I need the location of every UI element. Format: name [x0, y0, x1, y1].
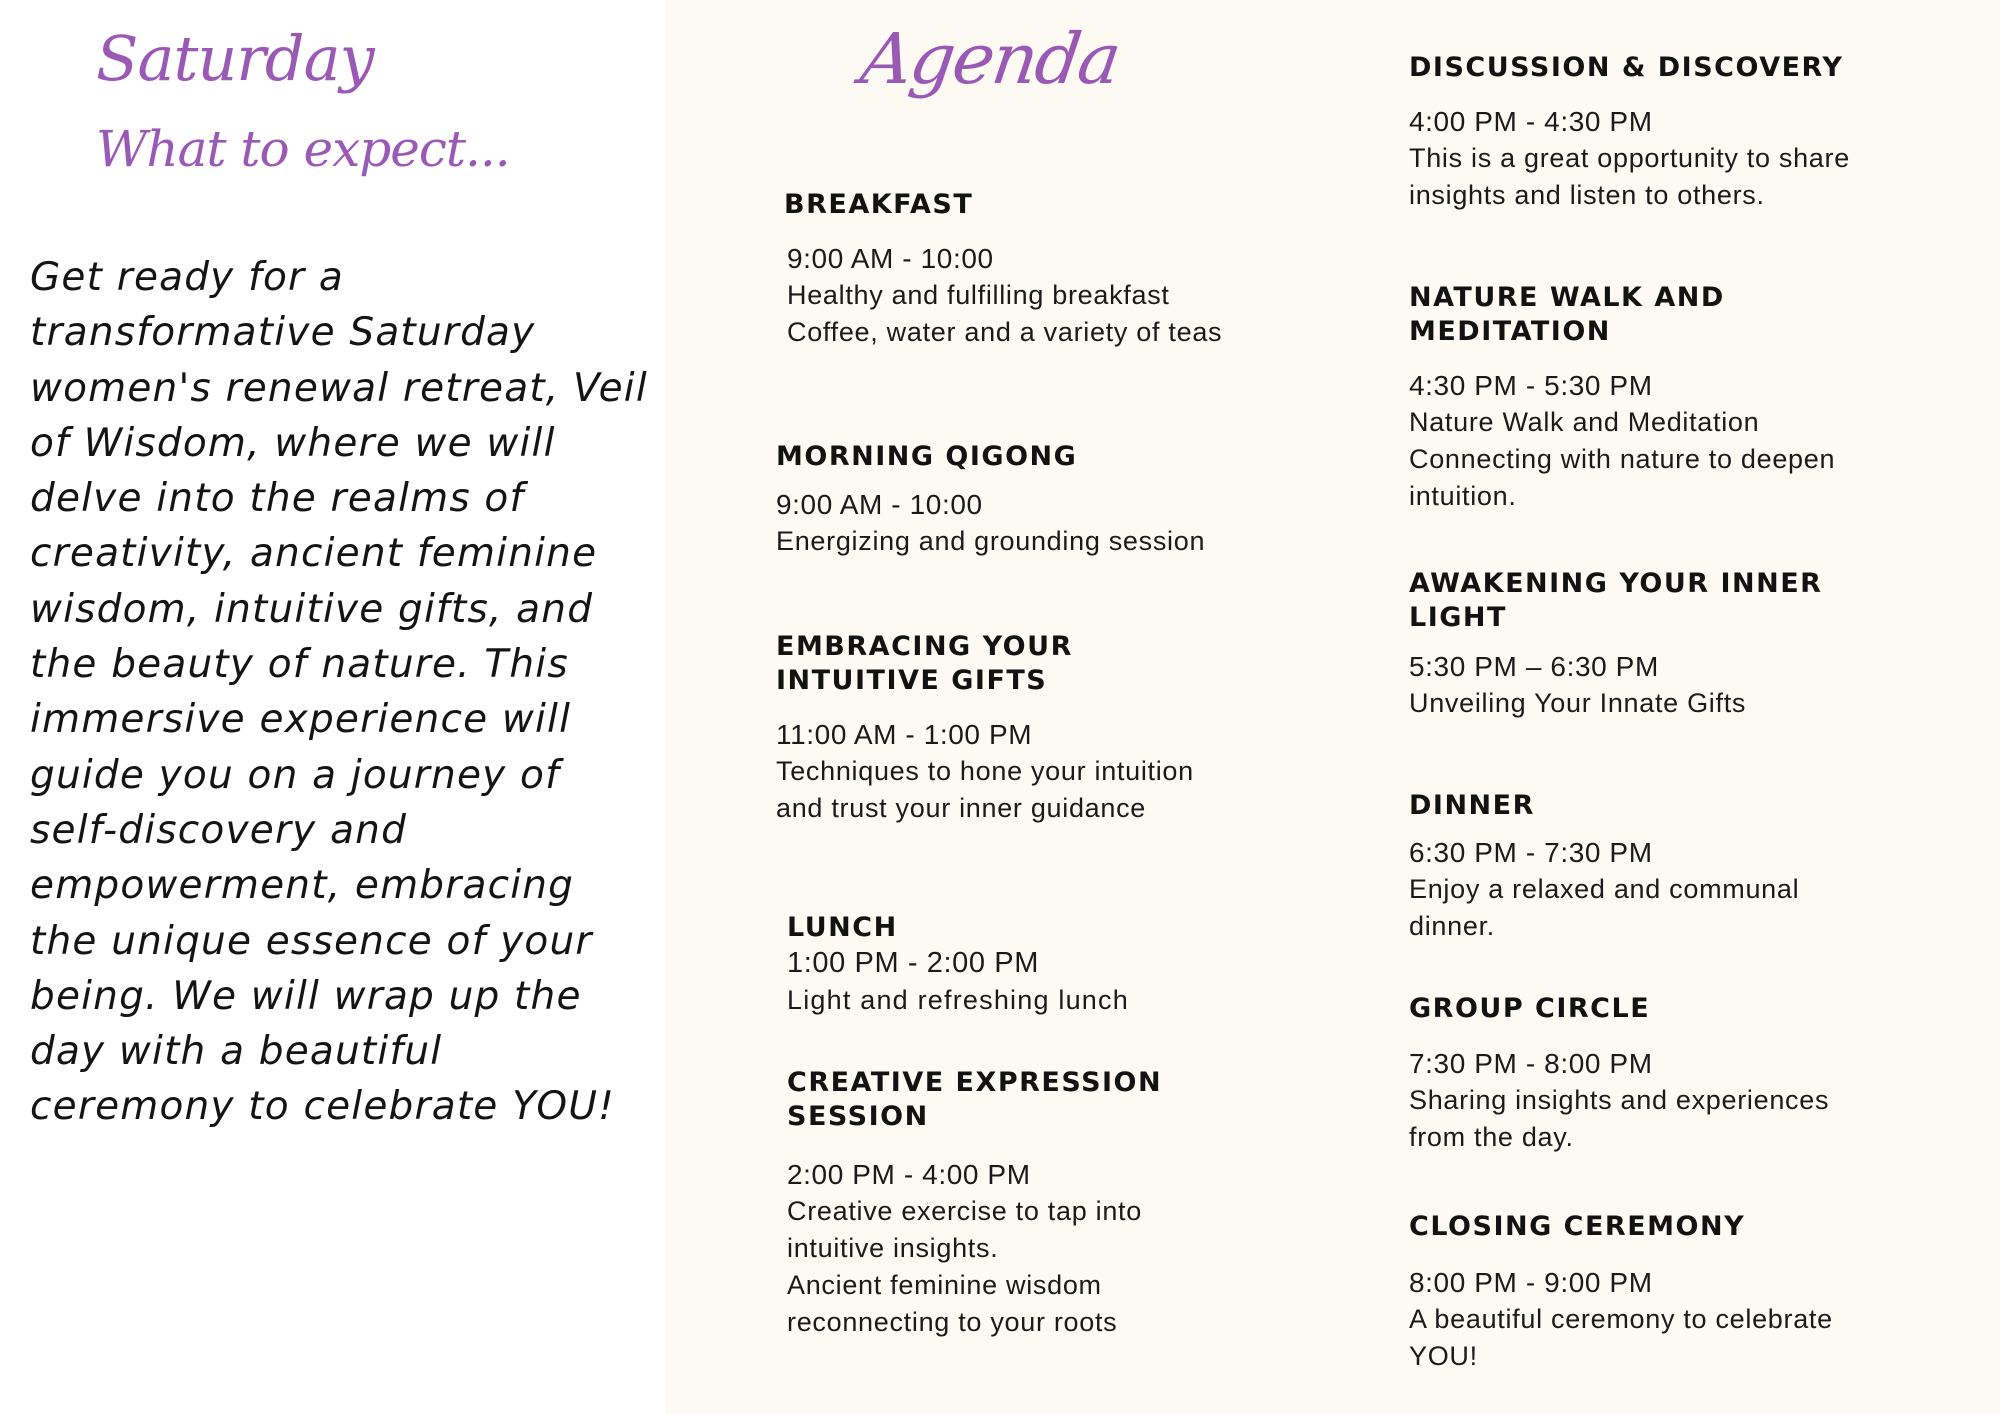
agenda-item-time: 9:00 AM - 10:00	[787, 243, 994, 274]
agenda-item-group-circle	[1409, 992, 1869, 1156]
day-title: Saturday	[96, 22, 374, 95]
agenda-item-time: 5:30 PM – 6:30 PM	[1409, 651, 1659, 682]
agenda-item-breakfast	[784, 188, 1244, 351]
agenda-item-description: This is a great opportunity to share insights and listen to others.	[1409, 143, 1850, 210]
agenda-item-heading: DINNER	[1409, 790, 1535, 821]
agenda-item-description: Energizing and grounding session	[776, 526, 1206, 556]
agenda-item-description: Enjoy a relaxed and communal dinner.	[1409, 874, 1800, 941]
agenda-item-inner-light	[1409, 567, 1849, 722]
intro-paragraph: Get ready for a transformative Saturday women's renewal retreat, Veil of Wisdom, where we will delve into the realms of creativity, ancient feminine wisdom, intuitive gifts, and the beauty of nature. This immersive experience will guide you on a journey of self-discovery and empowerment, embracing the unique essence of your being. We will wrap up the day with a beautiful ceremony to celebrate YOU!	[30, 255, 648, 1130]
agenda-item-closing-ceremony	[1409, 1210, 1869, 1375]
agenda-item-lunch	[787, 911, 1247, 1019]
agenda-item-intuitive-gifts	[776, 630, 1246, 827]
agenda-item-heading: EMBRACING YOUR INTUITIVE GIFTS	[776, 631, 1073, 696]
left-panel	[0, 0, 666, 1414]
agenda-item-creative-expression	[787, 1066, 1207, 1341]
agenda-item-heading: AWAKENING YOUR INNER LIGHT	[1409, 568, 1823, 633]
agenda-item-heading: LUNCH	[787, 912, 898, 943]
agenda-item-description: Unveiling Your Innate Gifts	[1409, 688, 1747, 718]
agenda-item-time: 2:00 PM - 4:00 PM	[787, 1159, 1031, 1190]
agenda-item-heading: CREATIVE EXPRESSION SESSION	[787, 1067, 1163, 1132]
agenda-item-discussion-discovery	[1409, 51, 1899, 214]
subtitle: What to expect...	[96, 120, 510, 178]
agenda-item-description: A beautiful ceremony to celebrate YOU!	[1409, 1304, 1833, 1371]
agenda-item-heading: MORNING QIGONG	[776, 441, 1078, 472]
agenda-item-time: 8:00 PM - 9:00 PM	[1409, 1267, 1653, 1298]
agenda-item-description: Creative exercise to tap into intuitive insights. Ancient feminine wisdom reconnecting to your roots	[787, 1196, 1142, 1337]
agenda-item-description: Light and refreshing lunch	[787, 985, 1129, 1015]
agenda-item-nature-walk	[1409, 281, 1849, 515]
agenda-item-description: Nature Walk and Meditation Connecting with nature to deepen intuition.	[1409, 407, 1836, 511]
agenda-item-heading: BREAKFAST	[784, 189, 974, 220]
agenda-item-description: Sharing insights and experiences from the day.	[1409, 1085, 1830, 1152]
agenda-item-time: 4:30 PM - 5:30 PM	[1409, 370, 1653, 401]
agenda-item-time: 11:00 AM - 1:00 PM	[776, 719, 1033, 750]
agenda-item-description: Techniques to hone your intuition and trust your inner guidance	[776, 756, 1194, 823]
agenda-item-time: 6:30 PM - 7:30 PM	[1409, 837, 1653, 868]
agenda-item-morning-qigong	[776, 440, 1236, 560]
agenda-title: Agenda	[856, 18, 1125, 100]
agenda-item-heading: DISCUSSION & DISCOVERY	[1409, 52, 1844, 83]
agenda-item-heading: CLOSING CEREMONY	[1409, 1211, 1746, 1242]
agenda-item-description: Healthy and fulfilling breakfast Coffee, water and a variety of teas	[787, 280, 1223, 347]
agenda-item-heading: NATURE WALK AND MEDITATION	[1409, 282, 1725, 347]
agenda-item-heading: GROUP CIRCLE	[1409, 993, 1651, 1024]
agenda-item-time: 7:30 PM - 8:00 PM	[1409, 1048, 1653, 1079]
agenda-item-time: 4:00 PM - 4:30 PM	[1409, 106, 1653, 137]
agenda-item-dinner	[1409, 789, 1849, 945]
agenda-item-time: 9:00 AM - 10:00	[776, 489, 983, 520]
agenda-item-time: 1:00 PM - 2:00 PM	[787, 947, 1039, 979]
